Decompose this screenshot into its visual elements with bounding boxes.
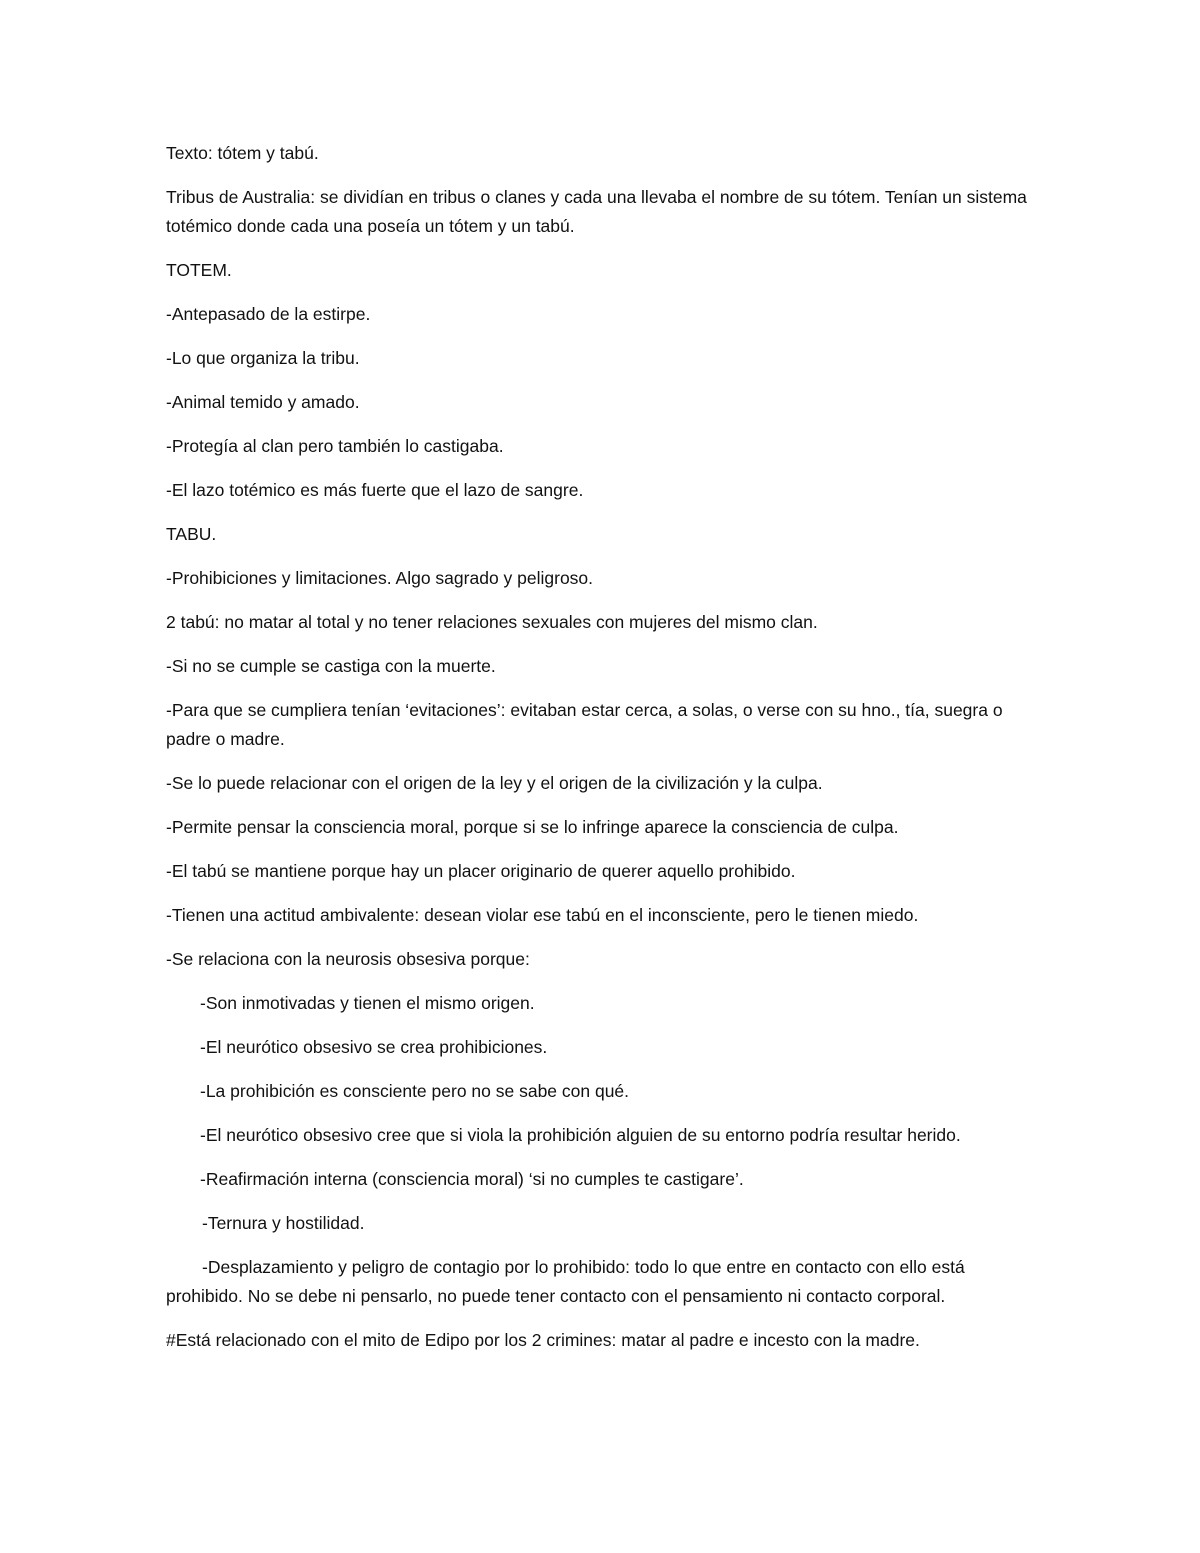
intro-paragraph: Tribus de Australia: se dividían en tribus o clanes y cada una llevaba el nombre de su tótem. Tenían un sistema totémico donde cada una poseía un tótem y un tabú. <box>166 187 1027 236</box>
tabu-item: -Tienen una actitud ambivalente: desean violar ese tabú en el inconsciente, pero le tienen miedo. <box>166 905 919 925</box>
totem-item: -Protegía al clan pero también lo castigaba. <box>166 436 504 456</box>
totem-item: -El lazo totémico es más fuerte que el lazo de sangre. <box>166 480 584 500</box>
tabu-item: -Prohibiciones y limitaciones. Algo sagrado y peligroso. <box>166 568 594 588</box>
neurosis-item: -El neurótico obsesivo se crea prohibiciones. <box>200 1037 548 1057</box>
neurosis-item: -Son inmotivadas y tienen el mismo origen. <box>200 993 535 1013</box>
tabu-heading: TABU. <box>166 524 217 544</box>
document-body <box>166 139 1036 1370</box>
closing-paragraph: #Está relacionado con el mito de Edipo por los 2 crimines: matar al padre e incesto con la madre. <box>166 1330 920 1350</box>
document-title: Texto: tótem y tabú. <box>166 143 319 163</box>
tabu-item: 2 tabú: no matar al total y no tener relaciones sexuales con mujeres del mismo clan. <box>166 612 818 632</box>
totem-heading: TOTEM. <box>166 260 232 280</box>
neurosis-item: -Desplazamiento y peligro de contagio por lo prohibido: todo lo que entre en contacto con ello está prohibido. No se debe ni pensarlo, no puede tener contacto con el pensamiento ni contacto corporal. <box>166 1257 965 1306</box>
neurosis-item: -La prohibición es consciente pero no se sabe con qué. <box>200 1081 630 1101</box>
tabu-item: -Si no se cumple se castiga con la muerte. <box>166 656 496 676</box>
tabu-item: -Para que se cumpliera tenían ‘evitaciones’: evitaban estar cerca, a solas, o verse con su hno., tía, suegra o padre o madre. <box>166 700 1003 749</box>
totem-item: -Antepasado de la estirpe. <box>166 304 371 324</box>
totem-item: -Animal temido y amado. <box>166 392 360 412</box>
tabu-item: -Se relaciona con la neurosis obsesiva porque: <box>166 949 530 969</box>
tabu-item: -Permite pensar la consciencia moral, porque si se lo infringe aparece la consciencia de culpa. <box>166 817 899 837</box>
neurosis-item: -Reafirmación interna (consciencia moral) ‘si no cumples te castigare’. <box>200 1169 744 1189</box>
tabu-item: -Se lo puede relacionar con el origen de la ley y el origen de la civilización y la culpa. <box>166 773 823 793</box>
tabu-item: -El tabú se mantiene porque hay un placer originario de querer aquello prohibido. <box>166 861 796 881</box>
neurosis-item: -Ternura y hostilidad. <box>202 1213 365 1233</box>
totem-item: -Lo que organiza la tribu. <box>166 348 360 368</box>
neurosis-item: -El neurótico obsesivo cree que si viola la prohibición alguien de su entorno podría resultar herido. <box>200 1125 961 1145</box>
